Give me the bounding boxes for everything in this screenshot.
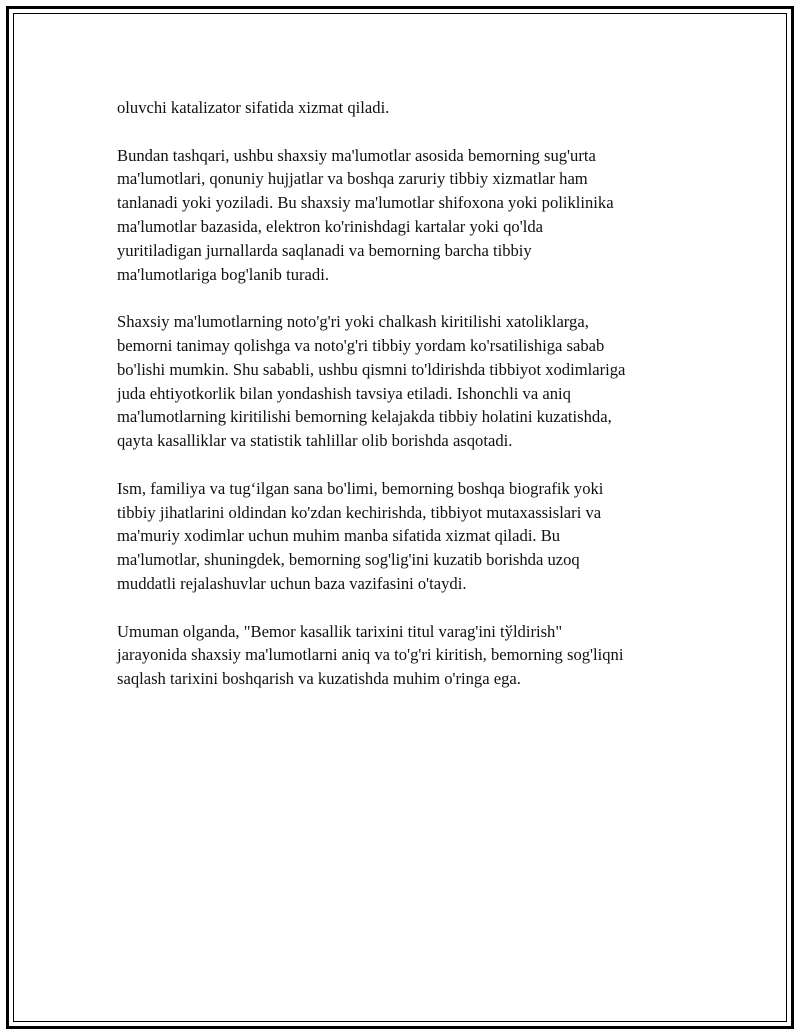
text-line: tibbiy jihatlarini oldindan ko'zdan kechirishda, tibbiyot mutaxassislari va [117, 502, 602, 522]
text-line: ma'lumotlar, shuningdek, bemorning sog'lig'ini kuzatib borishda uzoq [117, 550, 580, 570]
text-line: muddatli rejalashuvlar uchun baza vazifasini o'taydi. [117, 573, 467, 593]
text-line: ma'lumotlarning kiritilishi bemorning kelajakda tibbiy holatini kuzatishda, [117, 407, 612, 427]
paragraph-3 [117, 310, 697, 453]
text-line: juda ehtiyotkorlik bilan yondashish tavsiya etiladi. Ishonchli va aniq [117, 383, 571, 403]
text-line: saqlash tarixini boshqarish va kuzatishda muhim o'ringa ega. [117, 669, 521, 689]
text-line: bemorni tanimay qolishga va noto'g'ri tibbiy yordam ko'rsatilishiga sabab [117, 335, 605, 355]
text-line: bo'lishi mumkin. Shu sababli, ushbu qismni to'ldirishda tibbiyot xodimlariga [117, 359, 626, 379]
text-line: Shaxsiy ma'lumotlarning noto'g'ri yoki chalkash kiritilishi xatoliklarga, [117, 312, 589, 332]
paragraph-5 [117, 620, 697, 691]
text-line: ma'lumotlari, qonuniy hujjatlar va boshqa zaruriy tibbiy xizmatlar ham [117, 169, 588, 189]
paragraph-2 [117, 144, 697, 287]
text-line: qayta kasalliklar va statistik tahlillar olib borishda asqotadi. [117, 431, 513, 451]
text-line: ma'muriy xodimlar uchun muhim manba sifatida xizmat qiladi. Bu [117, 526, 561, 546]
page-border [6, 6, 794, 1029]
text-line: ma'lumotlariga bog'lanib turadi. [117, 264, 329, 284]
text-line: Ism, familiya va tug‘ilgan sana bo'limi, bemorning boshqa biografik yoki [117, 478, 604, 498]
text-line: oluvchi katalizator sifatida xizmat qiladi. [117, 98, 390, 117]
text-line: Umuman olganda, "Bemor kasallik tarixini titul varag'ini tўldirish" [117, 621, 563, 641]
text-line: tanlanadi yoki yoziladi. Bu shaxsiy ma'lumotlar shifoxona yoki poliklinika [117, 193, 614, 213]
paragraph-4 [117, 477, 697, 596]
text-line: yuritiladigan jurnallarda saqlanadi va bemorning barcha tibbiy [117, 240, 532, 260]
document-body [117, 96, 697, 715]
text-line: ma'lumotlar bazasida, elektron ko'rinishdagi kartalar yoki qo'lda [117, 216, 543, 236]
text-line: jarayonida shaxsiy ma'lumotlarni aniq va to'g'ri kiritish, bemorning sog'liqni [117, 645, 624, 665]
paragraph-1 [117, 96, 697, 120]
text-line: Bundan tashqari, ushbu shaxsiy ma'lumotlar asosida bemorning sug'urta [117, 145, 596, 165]
